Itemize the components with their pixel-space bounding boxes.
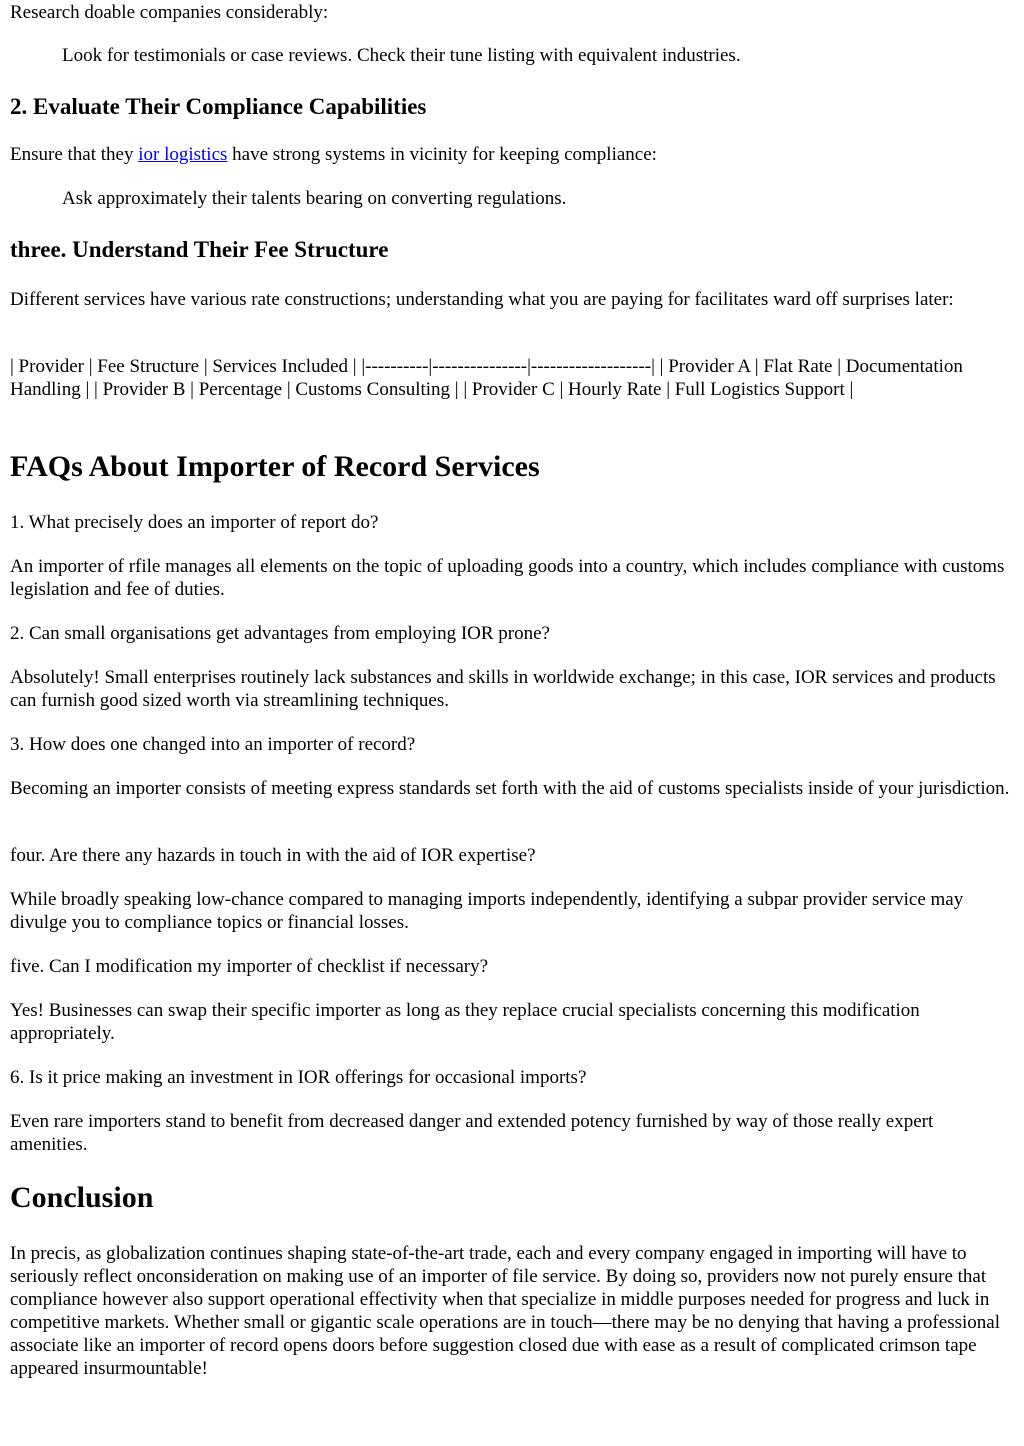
- research-quote: Look for testimonials or case reviews. Check their tune listing with equivalent industries.: [62, 45, 741, 66]
- faq-question: 6. Is it price making an investment in IOR offerings for occasional imports?: [10, 1067, 587, 1088]
- faq-answer: Becoming an importer consists of meeting express standards set forth with the aid of customs specialists inside of your jurisdiction.: [10, 778, 1010, 799]
- compliance-text-after-link: have strong systems in vicinity for keeping compliance:: [227, 144, 657, 165]
- faqs-heading: FAQs About Importer of Record Services: [10, 450, 540, 483]
- faq-question: 3. How does one changed into an importer of record?: [10, 734, 416, 755]
- conclusion-paragraph: In precis, as globalization continues shaping state-of-the-art trade, each and every company engaged in importing will have to seriously reflect onconsideration on making use of an importer of file service. By doing so, providers now not purely ensure that compliance however also support operational effectivity when that specialize in middle purposes needed for progress and luck in competitive markets. Whether small or gigantic scale operations are in touch—there may be no denying that having a professional associate like an importer of record opens doors before suggestion closed due with ease as a result of complicated crimson tape appeared insurmountable!: [10, 1243, 1000, 1379]
- fee-structure-paragraph: Different services have various rate constructions; understanding what you are paying for facilitates ward off surprises later:: [10, 289, 954, 310]
- compliance-paragraph: [10, 143, 1014, 166]
- fee-structure-table-text: | Provider | Fee Structure | Services Included | |----------|---------------|-------------------| | Provider A | Flat Rate | Documentation Handling | | Provider B | Percentage | Customs Consulting | | Provider C | Hourly Rate | Full Logistics Support |: [10, 356, 963, 400]
- faq-answer: Even rare importers stand to benefit from decreased danger and extended potency furnished by way of those really expert amenities.: [10, 1111, 934, 1155]
- conclusion-heading: Conclusion: [10, 1181, 154, 1214]
- section-heading-fee-structure: three. Understand Their Fee Structure: [10, 237, 389, 262]
- faq-answer: Yes! Businesses can swap their specific importer as long as they replace crucial specialists concerning this modification appropriately.: [10, 1000, 920, 1044]
- ior-logistics-link[interactable]: ior logistics: [138, 144, 228, 165]
- faq-question: 2. Can small organisations get advantages from employing IOR prone?: [10, 623, 550, 644]
- faq-question: four. Are there any hazards in touch in with the aid of IOR expertise?: [10, 845, 536, 866]
- research-line: Research doable companies considerably:: [10, 2, 329, 23]
- faq-answer: An importer of rfile manages all elements on the topic of uploading goods into a country, which includes compliance with customs legislation and fee of duties.: [10, 556, 1005, 600]
- compliance-quote: Ask approximately their talents bearing on converting regulations.: [62, 188, 567, 209]
- compliance-text-before-link: Ensure that they: [10, 144, 139, 165]
- faq-question: 1. What precisely does an importer of report do?: [10, 512, 379, 533]
- section-heading-compliance: 2. Evaluate Their Compliance Capabilities: [10, 94, 427, 119]
- faq-answer: While broadly speaking low-chance compared to managing imports independently, identifying a subpar provider service may divulge you to compliance topics or financial losses.: [10, 889, 964, 933]
- faq-question: five. Can I modification my importer of checklist if necessary?: [10, 956, 489, 977]
- faq-answer: Absolutely! Small enterprises routinely lack substances and skills in worldwide exchange; in this case, IOR services and products can furnish good sized worth via streamlining techniques.: [10, 667, 996, 711]
